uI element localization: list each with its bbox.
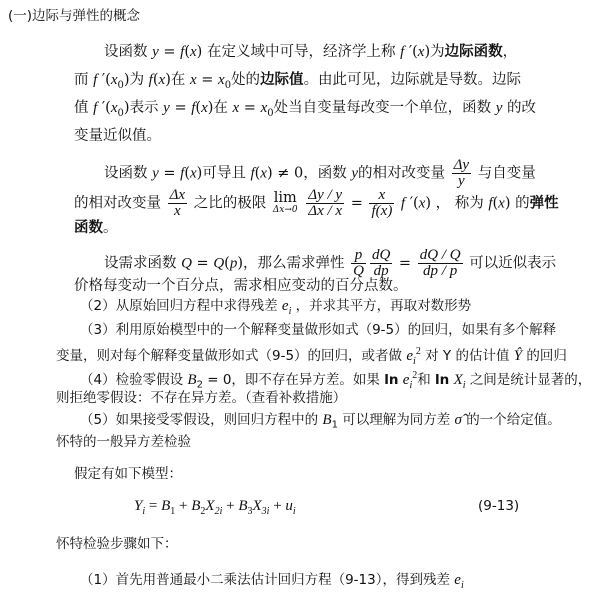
para3-line2: 价格每变动一个百分点，需求相应变动的百分点数。 (74, 278, 408, 294)
term-marginal-function: 边际函数 (444, 43, 503, 60)
fraction-p-over-q: $\frac{p}{Q}$ (353, 247, 364, 279)
para1-line1: 设函数 y = f(x) 在定义域中可导，经济学上称 f ′(x)为边际函数， (104, 43, 518, 60)
para2-line2: 的相对改变量 $\frac{\Delta x}{x}$ 之比的极限 lim Δx→0 $\frac{\Delta y / y}{\Delta x / x}$ = $\frac{x}{f(x)}$ f ′(x) ， 称为 f(x) 的弹性 (74, 187, 559, 219)
para2-line3: 函数。 (74, 219, 118, 236)
fraction-dy-over-y: $\frac{\Delta y}{y}$ (453, 157, 470, 189)
step-3-line1: （3）利用原始模型中的一个解释变量做形如式（9-5）的回归，如果有多个解释 (80, 322, 557, 338)
model-intro: 假定有如下模型： (74, 466, 182, 482)
para1-line2: 而 f $'(x_0)$为 f(x)在 $x = x_0$处的边际值。由此可见，边际就是导数。边际 (74, 71, 522, 91)
step-1: （1）首先用普通最小二乘法估计回归方程（9-13），得到残差 $e_i$ (80, 572, 464, 591)
term-marginal-value: 边际值 (260, 71, 304, 88)
step-2: （2）从原始回归方程中求得残差 $e_i$ ，并求其平方，再取对数形势 (80, 298, 472, 317)
term-function: 函数 (74, 219, 103, 236)
steps-intro: 怀特检验步骤如下： (56, 536, 178, 552)
step-3-line2: 变量，则对每个解释变量做形如式（9-5）的回归，或者做 $e_i^2$ 对 Y 的估计值 Ŷ 的回归 (56, 346, 567, 367)
section-heading: (一)边际与弹性的概念 (8, 8, 141, 24)
equation-9-13: $Y_i = B_1 + B_2X_{2i} + B_3X_{3i} + u_i$ (134, 498, 296, 517)
step-5: （5）如果接受零假设，则回归方程中的 $B_1$ 可以理解为同方差 σ̂ 的一个给定值。 (80, 412, 561, 431)
para1-line4: 变量近似值。 (74, 128, 161, 144)
equation-number: (9-13) (478, 498, 520, 514)
step-4-line1: （4）检验零假设 $B_2 = 0$，即不存在异方差。如果 $\ln e_i^2$和 $\ln X_i$ 之间是统计显著的， (80, 370, 592, 391)
fraction-x-over-fx: $\frac{x}{f(x)}$ (371, 187, 393, 219)
para3-line1: 设需求函数 Q = Q(p)，那么需求弹性 $\frac{p}{Q}$ $\frac{dQ}{dp}$ = $\frac{dQ / Q}{dp / p}$ 可以近似表示 (104, 247, 557, 279)
para2-line1: 设函数 y = f(x)可导且 f(x) ≠ 0，函数 y的相对改变量 $\frac{\Delta y}{y}$ 与自变量 (104, 157, 536, 189)
fraction-dq-dp: $\frac{dQ}{dp}$ (371, 247, 391, 279)
para1-line3: 值 f $'(x_0)$表示 y = f(x)在 $x = x_0$处当自变量每改变一个单位，函数 y 的改 (74, 100, 536, 119)
fraction-elasticity: $\frac{\Delta y / y}{\Delta x / x}$ (308, 187, 343, 219)
limit-operator: lim Δx→0 (272, 189, 298, 215)
term-elasticity: 弹性 (529, 194, 559, 212)
fraction-relative-change: $\frac{dQ / Q}{dp / p}$ (419, 247, 461, 279)
white-test-title: 怀特的一般异方差检验 (56, 434, 191, 450)
fraction-dx-over-x: $\frac{\Delta x}{x}$ (169, 187, 186, 219)
step-4-line2: 则拒绝零假设：不存在异方差。（查看补救措施） (56, 390, 347, 406)
